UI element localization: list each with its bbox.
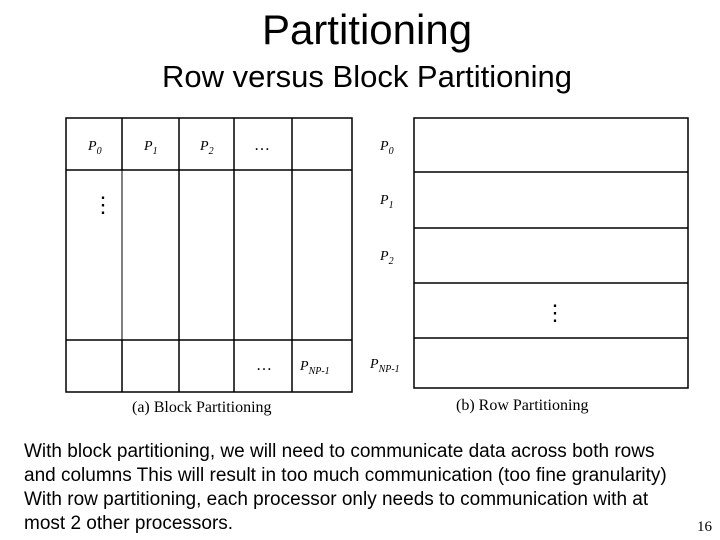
block-partition-grid [66, 118, 352, 392]
row-label-pnp1: $P_{NP-1}$ [370, 357, 400, 375]
row-grid-border [414, 118, 688, 388]
row-caption: (b) Row Partitioning [456, 397, 589, 414]
row-label-p2: $P_2$ [380, 249, 394, 267]
block-grid-border [66, 118, 352, 392]
block-label-pnp1: $P_{NP-1}$ [300, 359, 330, 377]
block-left-ellipsis: ⋮ [92, 192, 114, 217]
block-label-p1: $P_1$ [144, 139, 158, 157]
page-number: 16 [697, 519, 712, 535]
body-line: most 2 other processors. [24, 513, 234, 534]
row-label-p1: $P_1$ [380, 193, 394, 211]
block-label-p2: $P_2$ [200, 139, 214, 157]
block-bottom-ellipsis: … [256, 357, 272, 374]
partitioning-figure [64, 112, 692, 420]
body-line: With row partitioning, each processor only needs to communication with at [24, 489, 649, 510]
row-label-p0: $P_0$ [380, 139, 394, 157]
slide-subtitle: Row versus Block Partitioning [161, 59, 573, 94]
row-middle-ellipsis: ⋮ [544, 300, 566, 325]
body-text [24, 440, 700, 536]
block-top-ellipsis: … [254, 137, 270, 154]
block-caption: (a) Block Partitioning [132, 399, 272, 416]
slide-title: Partitioning [261, 6, 473, 53]
block-label-p0: $P_0$ [88, 139, 102, 157]
partitioning-diagram [64, 112, 692, 420]
row-partition-grid [414, 118, 688, 388]
body-line: With block partitioning, we will need to communicate data across both rows [24, 441, 655, 462]
body-line: and columns This will result in too much communication (too fine granularity) [24, 465, 667, 486]
